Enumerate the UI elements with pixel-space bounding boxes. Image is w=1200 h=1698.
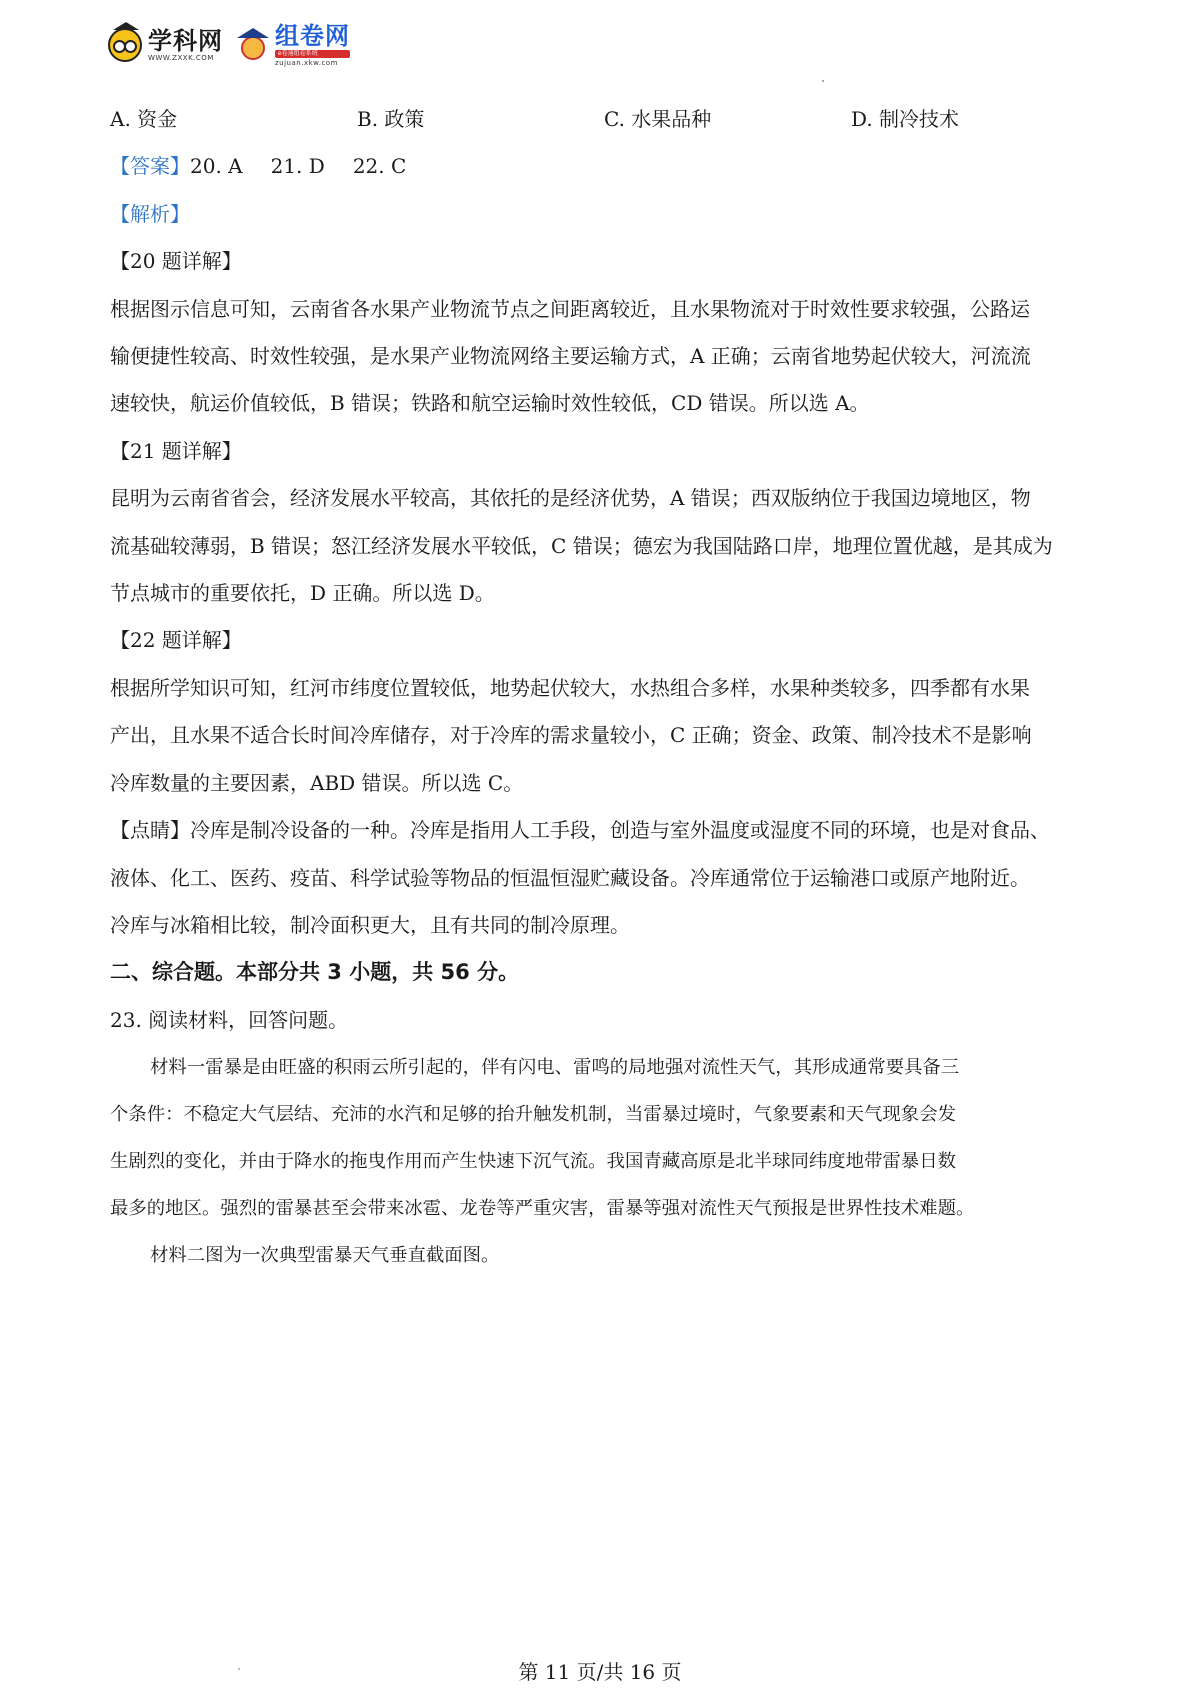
- section2-title: 二、综合题。本部分共 3 小题，共 56 分。: [110, 960, 520, 985]
- tip-tag: 【点睛】: [110, 818, 190, 843]
- logo2-url: zujuan.xkw.com: [275, 58, 338, 67]
- q22-options: [110, 96, 1100, 143]
- q22-heading: 【22 题详解】: [110, 628, 242, 653]
- tip-line-1-text: 冷库是制冷设备的一种。冷库是指用人工手段，创造与室外温度或湿度不同的环境，也是对食品、: [190, 818, 1050, 843]
- q21-line-2: 流基础较薄弱，B 错误；怒江经济发展水平较低，C 错误；德宏为我国陆路口岸，地理位置优越，是其成为: [110, 533, 1053, 558]
- q20-line-1: 根据图示信息可知，云南省各水果产业物流节点之间距离较近，且水果物流对于时效性要求较强，公路运: [110, 296, 1030, 321]
- tip-line-2: 液体、化工、医药、疫苗、科学试验等物品的恒温恒湿贮藏设备。冷库通常位于运输港口或原产地附近。: [110, 865, 1030, 890]
- logo2-tag: e卷通组卷系统: [275, 50, 350, 58]
- q23-material1-line-3: 生剧烈的变化，并由于降水的拖曳作用而产生快速下沉气流。我国青藏高原是北半球同纬度地带雷暴日数: [110, 1151, 956, 1173]
- option-d: D. 制冷技术: [851, 107, 960, 131]
- tip-line-3: 冷库与冰箱相比较，制冷面积更大，且有共同的制冷原理。: [110, 912, 630, 937]
- zujuan-logo[interactable]: [237, 21, 350, 67]
- q23-material1-line-4: 最多的地区。强烈的雷暴甚至会带来冰雹、龙卷等严重灾害，雷暴等强对流性天气预报是世界性技术难题。: [110, 1198, 975, 1220]
- answer-22: 22. C: [352, 154, 407, 179]
- q20-line-2: 输便捷性较高、时效性较强，是水果产业物流网络主要运输方式，A 正确；云南省地势起伏较大，河流流: [110, 344, 1031, 369]
- tip-line-1: [110, 807, 1100, 854]
- option-c: C. 水果品种: [604, 107, 712, 131]
- answer-20: 20. A: [190, 154, 243, 179]
- logo2-title: 组卷网: [275, 21, 350, 50]
- q23-material1-line-2: 个条件：不稳定大气层结、充沛的水汽和足够的抬升触发机制，当雷暴过境时，气象要素和天气现象会发: [110, 1104, 956, 1126]
- smiley-icon: [108, 28, 142, 62]
- answer-tag: 【答案】: [110, 154, 190, 179]
- q22-line-2: 产出，且水果不适合长时间冷库储存，对于冷库的需求量较小，C 正确；资金、政策、制冷技术不是影响: [110, 723, 1032, 748]
- logo1-title: 学科网: [148, 26, 223, 55]
- answer-21: 21. D: [270, 154, 325, 179]
- document-body: [110, 96, 1100, 1279]
- q20-line-3: 速较快，航运价值较低，B 错误；铁路和航空运输时效性较低，CD 错误。所以选 A。: [110, 391, 870, 416]
- q21-line-3: 节点城市的重要依托，D 正确。所以选 D。: [110, 581, 495, 606]
- analysis-tag: 【解析】: [110, 201, 190, 226]
- q23-material2: 材料二图为一次典型雷暴天气垂直截面图。: [150, 1245, 500, 1267]
- stray-dot: [822, 80, 824, 82]
- answer-line: [110, 143, 1100, 190]
- option-a: A. 资金: [110, 107, 178, 131]
- q22-line-1: 根据所学知识可知，红河市纬度位置较低，地势起伏较大，水热组合多样，水果种类较多，四季都有水果: [110, 675, 1030, 700]
- student-icon: [237, 28, 269, 62]
- page-number: 第 11 页/共 16 页: [518, 1660, 682, 1684]
- xkw-logo[interactable]: [108, 28, 223, 62]
- logo1-url: WWW.ZXXK.COM: [148, 53, 214, 62]
- option-b: B. 政策: [357, 107, 425, 131]
- header-logos: [108, 20, 364, 70]
- q22-line-3: 冷库数量的主要因素，ABD 错误。所以选 C。: [110, 770, 524, 795]
- q21-line-1: 昆明为云南省省会，经济发展水平较高，其依托的是经济优势，A 错误；西双版纳位于我国边境地区，物: [110, 486, 1031, 511]
- q23-material1-line-1: 材料一雷暴是由旺盛的积雨云所引起的，伴有闪电、雷鸣的局地强对流性天气，其形成通常要具备三: [150, 1057, 960, 1079]
- q20-heading: 【20 题详解】: [110, 249, 242, 274]
- q23-stem: 23. 阅读材料，回答问题。: [110, 1007, 349, 1032]
- q21-heading: 【21 题详解】: [110, 438, 242, 463]
